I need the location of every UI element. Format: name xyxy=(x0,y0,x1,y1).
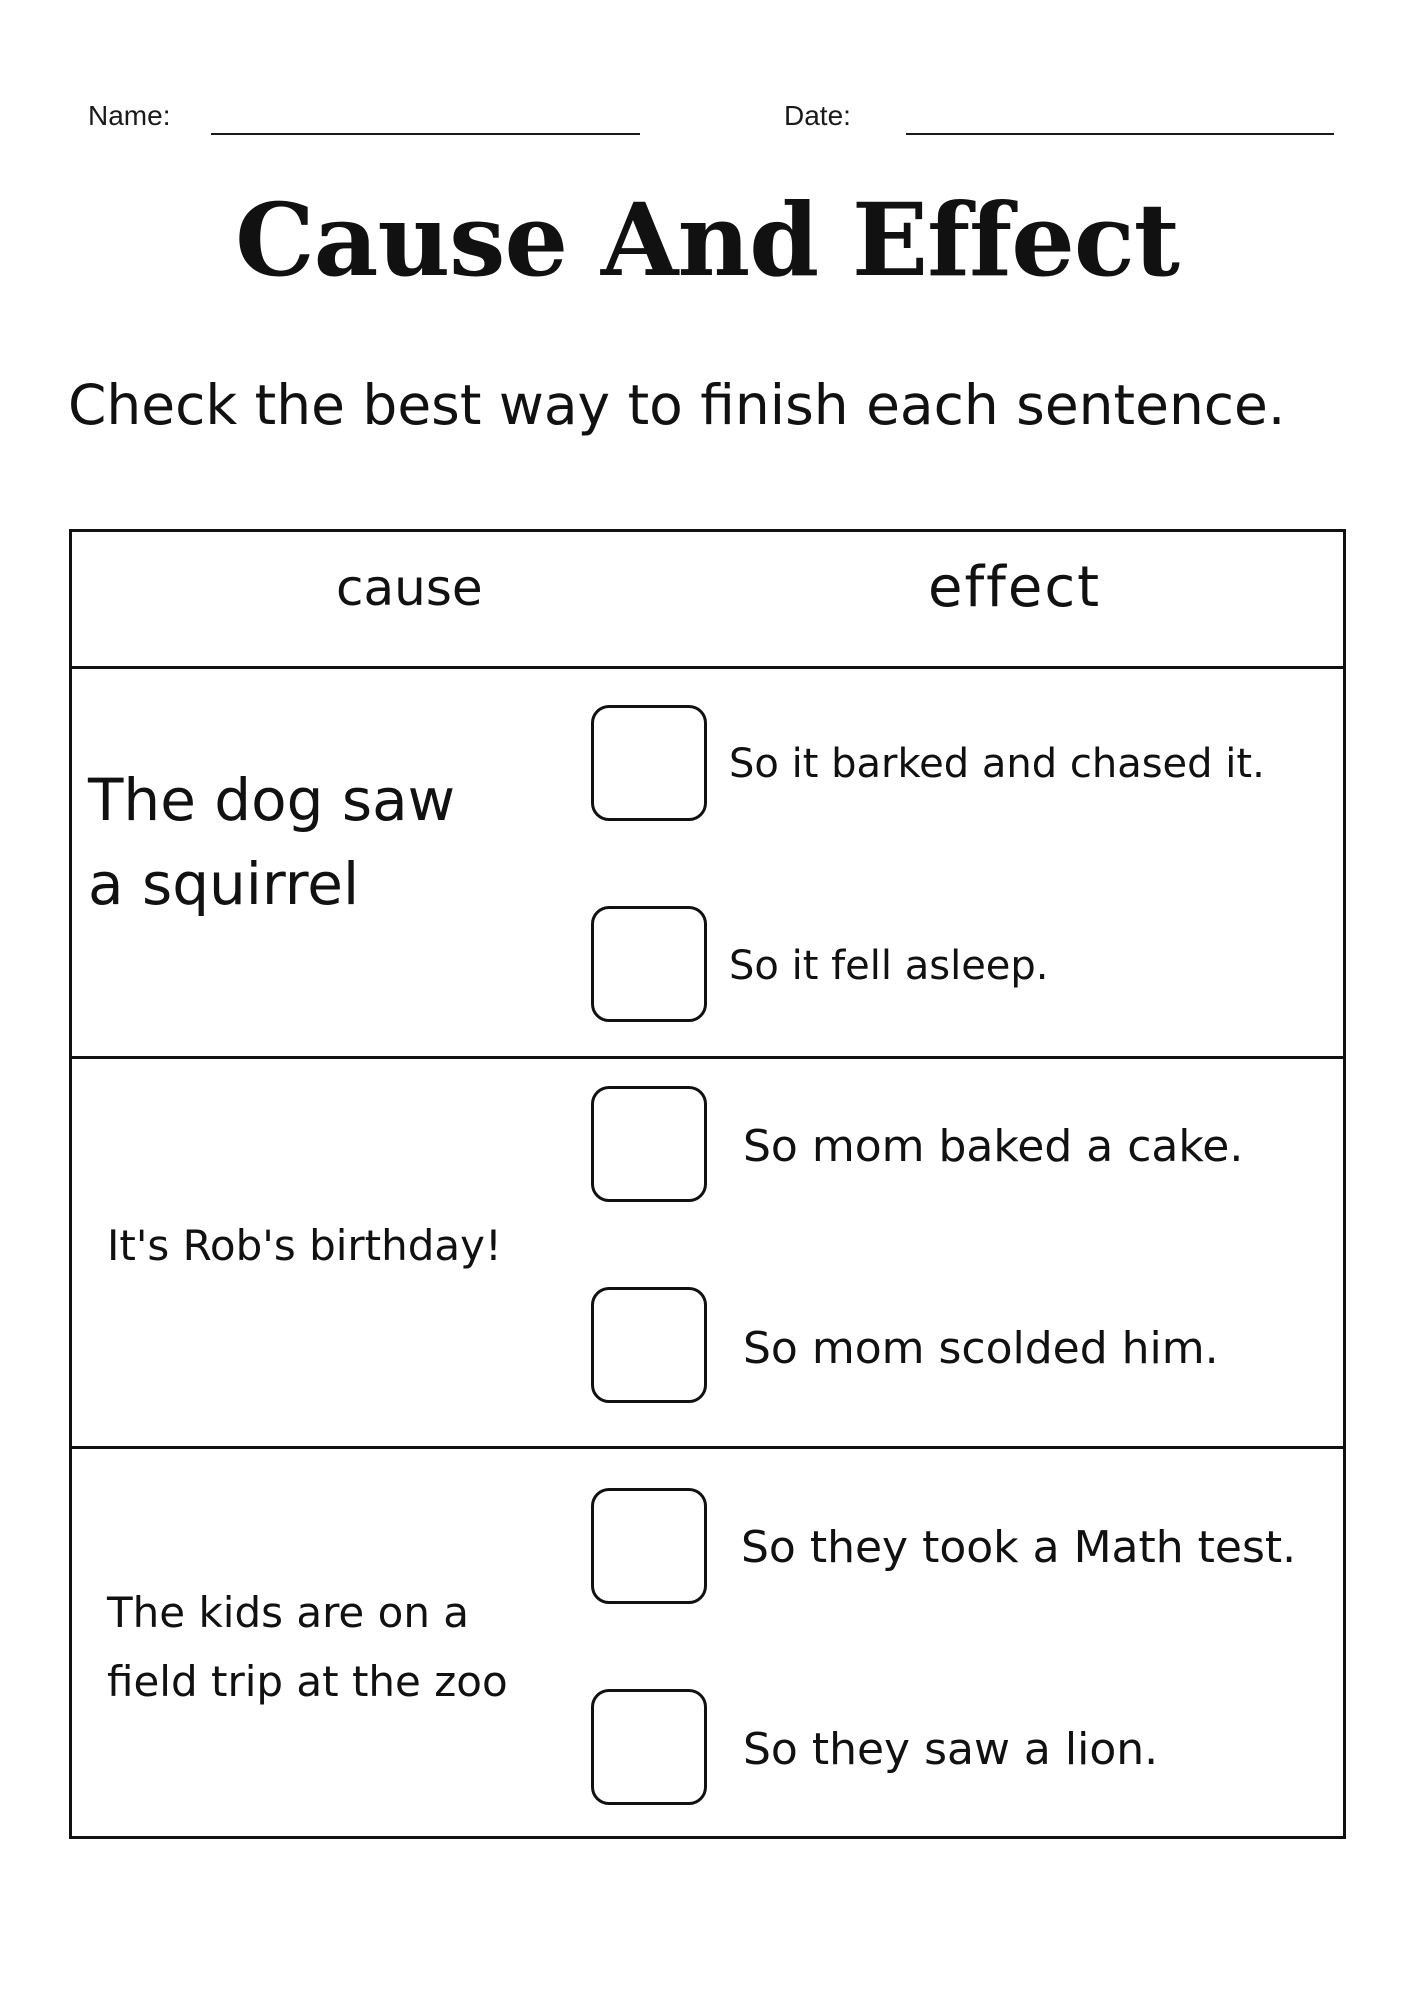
cause-text: It's Rob's birthday! xyxy=(107,1221,502,1270)
effect-option-text: So it fell asleep. xyxy=(729,943,1049,989)
effect-option-text: So they took a Math test. xyxy=(741,1522,1297,1573)
cause-effect-table xyxy=(69,529,1346,1839)
effect-option-text: So mom baked a cake. xyxy=(743,1121,1244,1172)
name-label: Name: xyxy=(88,100,171,131)
column-header-cause: cause xyxy=(336,559,483,617)
effect-checkbox[interactable] xyxy=(591,1488,707,1604)
cause-text: The dog saw a squirrel xyxy=(88,766,456,919)
effect-option-text: So it barked and chased it. xyxy=(729,741,1265,787)
effect-option-text: So mom scolded him. xyxy=(743,1323,1219,1374)
row-divider xyxy=(72,1056,1343,1059)
effect-checkbox[interactable] xyxy=(591,1689,707,1805)
cause-text: The kids are on a field trip at the zoo xyxy=(107,1588,508,1706)
name-field[interactable] xyxy=(211,133,640,135)
row-divider xyxy=(72,666,1343,669)
effect-checkbox[interactable] xyxy=(591,705,707,821)
date-field[interactable] xyxy=(906,133,1334,135)
effect-checkbox[interactable] xyxy=(591,1086,707,1202)
instructions: Check the best way to finish each sentence. xyxy=(68,373,1286,437)
column-header-effect: effect xyxy=(928,555,1102,620)
effect-option-text: So they saw a lion. xyxy=(743,1724,1159,1775)
date-label: Date: xyxy=(784,100,851,131)
effect-checkbox[interactable] xyxy=(591,1287,707,1403)
effect-checkbox[interactable] xyxy=(591,906,707,1022)
worksheet-title: Cause And Effect xyxy=(235,181,1179,299)
row-divider xyxy=(72,1446,1343,1449)
